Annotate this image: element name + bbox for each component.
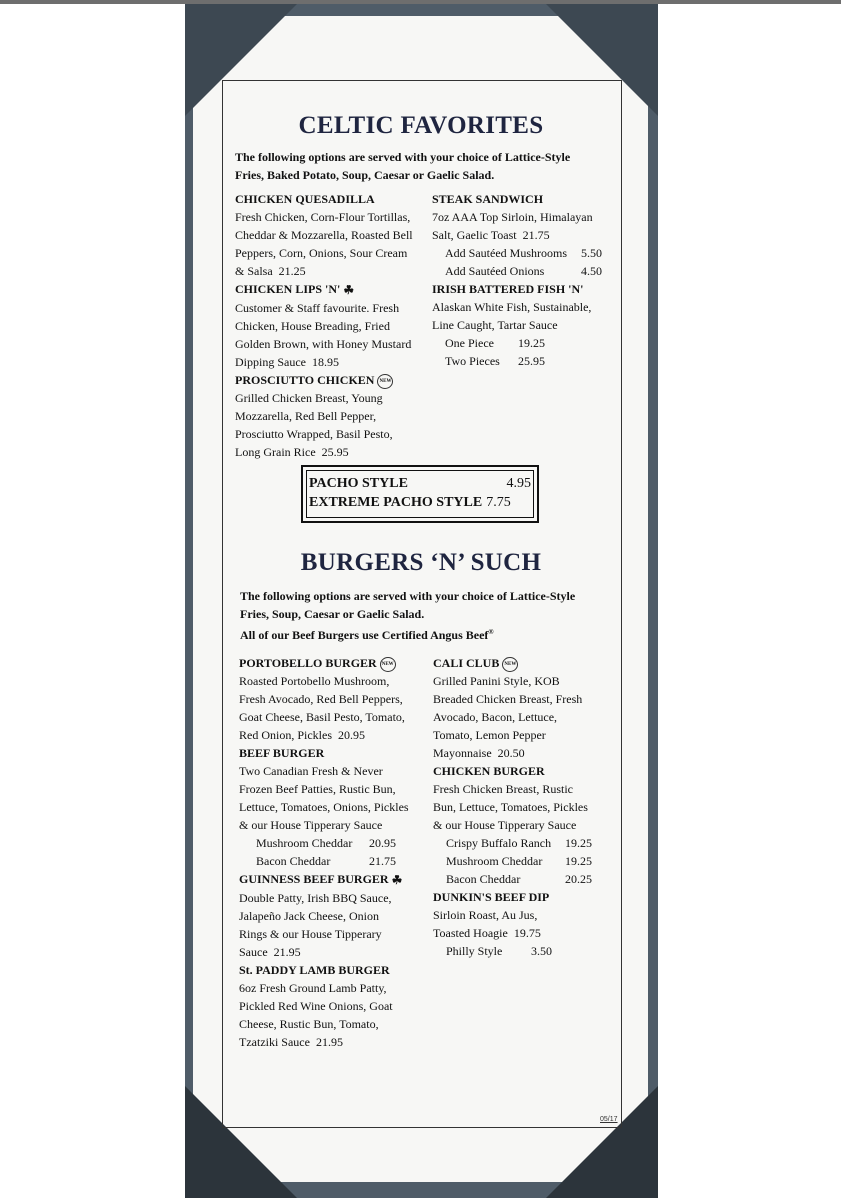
item-name: DUNKIN'S BEEF DIP — [433, 890, 550, 904]
option-price: 19.25 — [565, 854, 592, 868]
pacho-row — [309, 495, 531, 511]
item-desc: Long Grain Rice — [235, 445, 316, 460]
item-desc: Cheddar & Mozzarella, Roasted Bell — [235, 228, 413, 242]
burgers-intro-line: All of our Beef Burgers use Certified Angus Beef — [240, 628, 489, 642]
option-price: 25.95 — [518, 354, 545, 368]
item-option — [433, 852, 592, 870]
item-name: CALI CLUB — [433, 656, 500, 670]
option-price: 3.50 — [531, 944, 552, 958]
menu-item-guinness-beef-burger — [239, 870, 429, 961]
pacho-label: PACHO STYLE — [309, 476, 408, 491]
item-name: GUINNESS BEEF BURGER — [239, 872, 389, 886]
item-price: 21.25 — [278, 264, 306, 278]
item-price: 18.95 — [312, 355, 339, 370]
item-desc: Two Canadian Fresh & Never — [239, 764, 383, 778]
item-desc: Golden Brown, with Honey Mustard — [235, 337, 412, 352]
option-price: 19.25 — [565, 836, 592, 850]
burgers-intro-line: The following options are served with your choice of Lattice-Style — [240, 589, 576, 603]
item-desc: & Salsa — [235, 264, 273, 278]
item-price: 20.50 — [497, 746, 525, 760]
item-desc: Peppers, Corn, Onions, Sour Cream — [235, 246, 408, 260]
item-desc: Avocado, Bacon, Lettuce, — [433, 710, 558, 724]
pacho-style-box — [301, 465, 539, 523]
item-option — [432, 334, 545, 352]
item-desc: Red Onion, Pickles — [239, 728, 332, 742]
shamrock-icon: ☘ — [391, 873, 403, 888]
option-price: 21.75 — [369, 854, 396, 868]
option-price: 20.95 — [369, 836, 396, 850]
pacho-label: EXTREME PACHO STYLE — [309, 495, 483, 510]
celtic-intro-line: Fries, Baked Potato, Soup, Caesar or Gaelic Salad. — [235, 168, 495, 182]
option-price: 4.50 — [581, 264, 602, 278]
registered-mark: ® — [488, 628, 494, 636]
item-desc: Grilled Panini Style, KOB — [433, 674, 560, 688]
item-name: CHICKEN LIPS 'N' — [235, 282, 341, 296]
item-desc: Toasted Hoagie — [433, 926, 508, 940]
menu-item-beef-burger — [239, 744, 429, 870]
item-price: 25.95 — [321, 445, 349, 460]
menu-item-chicken-quesadilla — [235, 190, 425, 280]
new-badge-icon: NEW — [380, 657, 396, 672]
item-price: 21.95 — [273, 945, 301, 960]
menu-item-chicken-burger — [433, 762, 603, 888]
item-desc: Mozzarella, Red Bell Pepper, — [235, 409, 377, 424]
item-desc: Lettuce, Tomatoes, Onions, Pickles — [239, 800, 409, 814]
item-desc: Mayonnaise — [433, 746, 492, 760]
item-name: PORTOBELLO BURGER — [239, 656, 377, 670]
item-desc: Chicken, House Breading, Fried — [235, 319, 390, 334]
item-desc: Fresh Chicken, Corn-Flour Tortillas, — [235, 210, 411, 224]
item-desc: Roasted Portobello Mushroom, — [239, 674, 390, 688]
item-desc: Salt, Gaelic Toast — [432, 228, 517, 242]
item-option — [239, 834, 396, 852]
pacho-row — [309, 476, 531, 492]
pacho-price: 7.75 — [486, 495, 511, 510]
item-name: CHICKEN BURGER — [433, 764, 545, 778]
burgers-right-column — [433, 654, 603, 960]
item-option — [433, 834, 592, 852]
option-label: Bacon Cheddar — [446, 872, 521, 886]
item-price: 21.95 — [315, 1035, 343, 1050]
item-desc: Breaded Chicken Breast, Fresh — [433, 692, 583, 706]
menu-item-portobello-burger — [239, 654, 429, 744]
item-desc: Pickled Red Wine Onions, Goat — [239, 999, 393, 1014]
menu-item-chicken-lips — [235, 280, 425, 371]
item-price: 19.75 — [513, 926, 541, 940]
item-desc: Tzatziki Sauce — [239, 1035, 310, 1050]
item-option — [239, 852, 396, 870]
shamrock-icon: ☘ — [343, 283, 355, 298]
option-label: Add Sautéed Onions — [445, 264, 545, 278]
item-name: IRISH BATTERED FISH 'N' — [432, 282, 584, 296]
menu-item-dunkins-beef-dip — [433, 888, 603, 960]
option-label: Two Pieces — [445, 354, 500, 368]
item-option — [432, 262, 602, 280]
option-price: 20.25 — [565, 872, 592, 886]
item-desc: 7oz AAA Top Sirloin, Himalayan — [432, 210, 593, 224]
item-desc: Frozen Beef Patties, Rustic Bun, — [239, 782, 396, 796]
item-price: 20.95 — [338, 728, 365, 742]
new-badge-icon: NEW — [377, 374, 393, 389]
burgers-left-column — [239, 654, 429, 1051]
item-desc: Tomato, Lemon Pepper — [433, 728, 546, 742]
burgers-intro-line: Fries, Soup, Caesar or Gaelic Salad. — [240, 607, 425, 621]
item-name: CHICKEN QUESADILLA — [235, 192, 375, 206]
footer-code: 05/17 — [600, 1116, 618, 1123]
item-desc: Cheese, Rustic Bun, Tomato, — [239, 1017, 379, 1032]
item-desc: Line Caught, Tartar Sauce — [432, 318, 558, 332]
option-label: Mushroom Cheddar — [256, 836, 353, 850]
menu-item-irish-battered-fish — [432, 280, 602, 370]
celtic-intro-line: The following options are served with your choice of Lattice-Style — [235, 150, 571, 164]
item-option — [432, 352, 545, 370]
item-desc: Alaskan White Fish, Sustainable, — [432, 300, 592, 314]
item-desc: Jalapeño Jack Cheese, Onion — [239, 909, 379, 924]
item-desc: & our House Tipperary Sauce — [433, 818, 577, 832]
option-price: 5.50 — [581, 246, 602, 260]
option-label: One Piece — [445, 336, 494, 350]
item-desc: Rings & our House Tipperary — [239, 927, 382, 942]
item-desc: Double Patty, Irish BBQ Sauce, — [239, 891, 392, 906]
option-price: 19.25 — [518, 336, 545, 350]
item-desc: Sauce — [239, 945, 268, 960]
burgers-intro — [240, 587, 620, 644]
item-desc: Customer & Staff favourite. Fresh — [235, 301, 400, 316]
item-name: PROSCIUTTO CHICKEN — [235, 373, 375, 388]
burgers-title: BURGERS ‘N’ SUCH — [300, 549, 542, 576]
item-desc: Goat Cheese, Basil Pesto, Tomato, — [239, 710, 405, 724]
item-desc: Fresh Avocado, Red Bell Peppers, — [239, 692, 403, 706]
option-label: Mushroom Cheddar — [446, 854, 543, 868]
menu-item-prosciutto-chicken — [235, 371, 425, 461]
menu-item-steak-sandwich — [432, 190, 602, 280]
celtic-left-column — [235, 190, 425, 461]
celtic-right-column — [432, 190, 602, 370]
celtic-title: CELTIC FAVORITES — [298, 112, 544, 139]
item-name: STEAK SANDWICH — [432, 192, 544, 206]
item-name: St. PADDY LAMB BURGER — [239, 963, 390, 978]
item-desc: 6oz Fresh Ground Lamb Patty, — [239, 981, 387, 996]
option-label: Crispy Buffalo Ranch — [446, 836, 552, 850]
celtic-intro — [235, 148, 615, 184]
item-price: 21.75 — [522, 228, 550, 242]
item-desc: Sirloin Roast, Au Jus, — [433, 908, 538, 922]
item-desc: Dipping Sauce — [235, 355, 306, 370]
menu-item-cali-club — [433, 654, 603, 762]
item-option — [433, 870, 592, 888]
item-desc: Bun, Lettuce, Tomatoes, Pickles — [433, 800, 588, 814]
menu-item-st-paddy-lamb-burger — [239, 961, 429, 1051]
new-badge-icon: NEW — [502, 657, 518, 672]
item-desc: Fresh Chicken Breast, Rustic — [433, 782, 573, 796]
item-option — [433, 942, 552, 960]
pacho-price: 4.95 — [506, 476, 531, 491]
item-desc: Grilled Chicken Breast, Young — [235, 391, 383, 406]
option-label: Philly Style — [446, 944, 503, 958]
item-desc: Prosciutto Wrapped, Basil Pesto, — [235, 427, 393, 442]
option-label: Add Sautéed Mushrooms — [445, 246, 567, 260]
option-label: Bacon Cheddar — [256, 854, 331, 868]
item-name: BEEF BURGER — [239, 746, 325, 760]
item-option — [432, 244, 602, 262]
item-desc: & our House Tipperary Sauce — [239, 818, 383, 832]
